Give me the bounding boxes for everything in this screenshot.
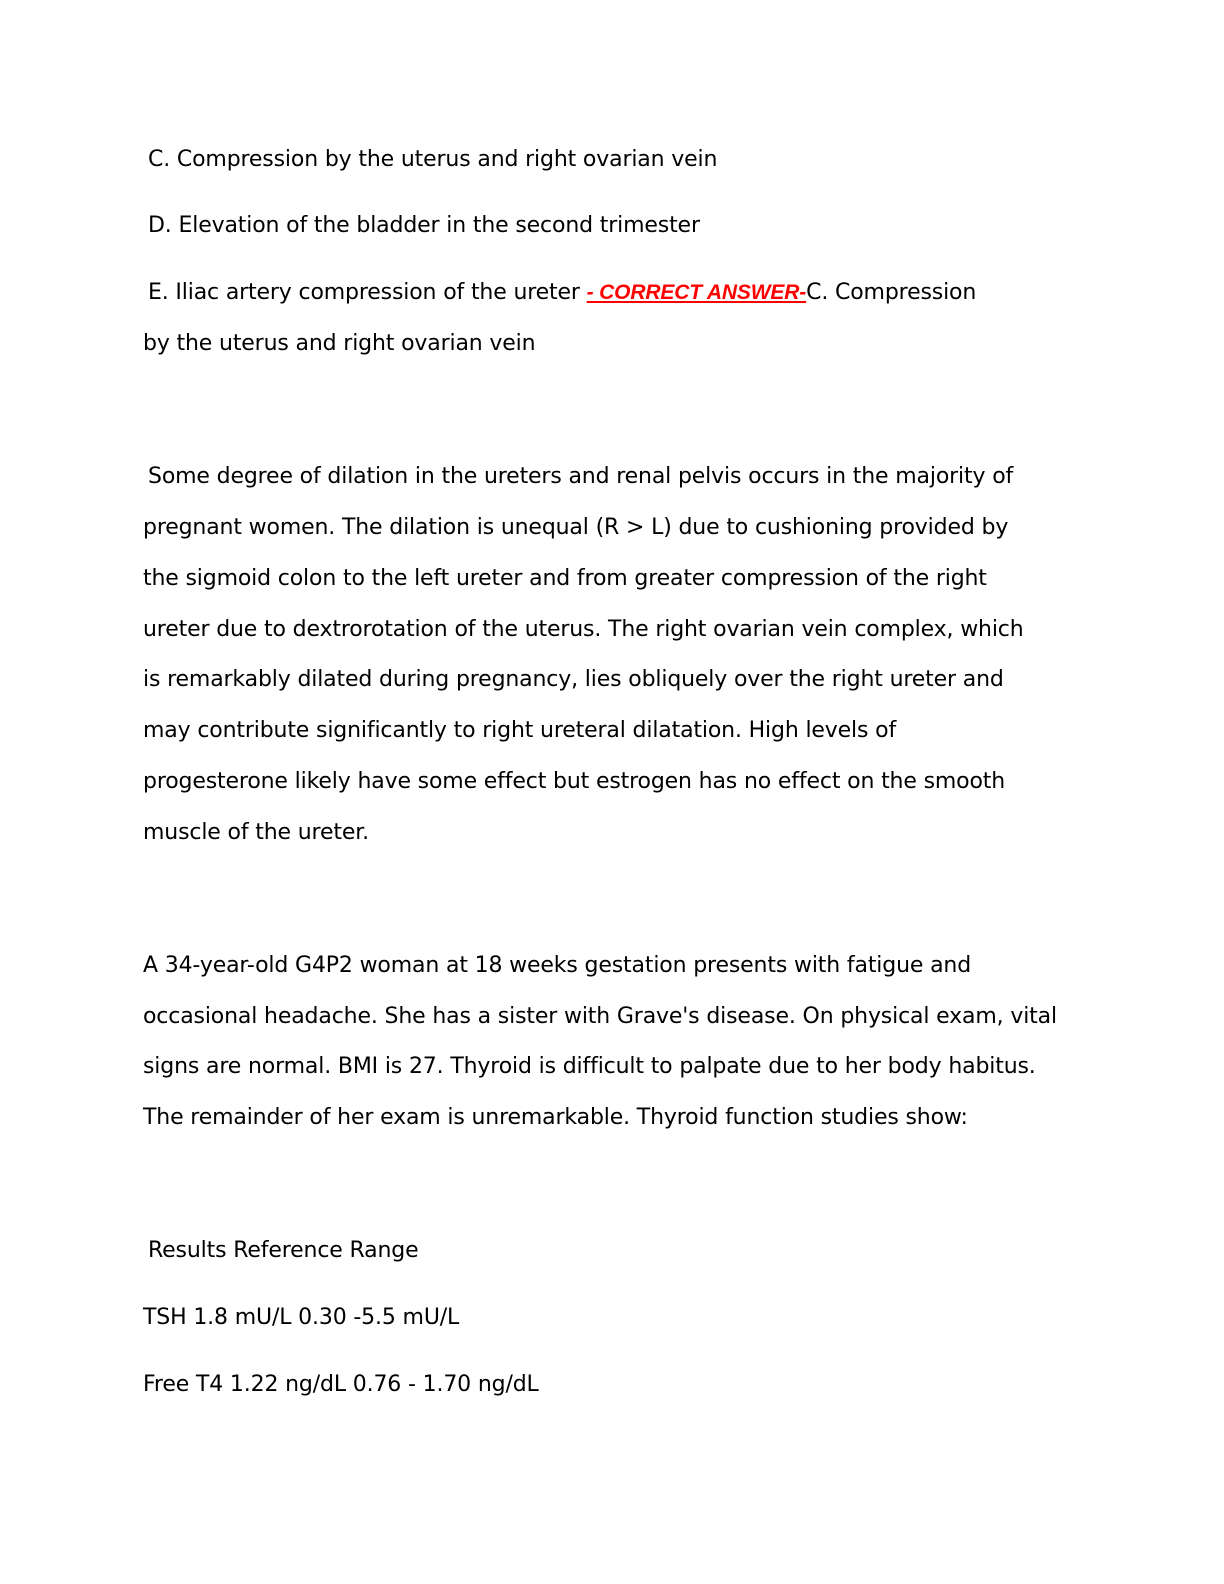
- explanation-line: is remarkably dilated during pregnancy, lies obliquely over the right ureter and: [143, 667, 1004, 692]
- answer-text: C. Compression: [806, 280, 977, 305]
- option-e: E. Iliac artery compression of the ureter: [148, 280, 580, 305]
- results-header: Results Reference Range: [148, 1238, 419, 1263]
- explanation-line: pregnant women. The dilation is unequal (R > L) due to cushioning provided by: [143, 515, 1009, 540]
- case-line: The remainder of her exam is unremarkable. Thyroid function studies show:: [143, 1105, 968, 1130]
- explanation-line: progesterone likely have some effect but estrogen has no effect on the smooth: [143, 769, 1006, 794]
- case-line: A 34-year-old G4P2 woman at 18 weeks gestation presents with fatigue and: [143, 953, 972, 978]
- explanation-line: Some degree of dilation in the ureters and renal pelvis occurs in the majority of: [148, 464, 1014, 489]
- explanation-line: ureter due to dextrorotation of the uterus. The right ovarian vein complex, which: [143, 617, 1024, 642]
- explanation-line: muscle of the ureter.: [143, 820, 369, 845]
- answer-continuation: by the uterus and right ovarian vein: [143, 331, 536, 356]
- results-row-tsh: TSH 1.8 mU/L 0.30 -5.5 mU/L: [143, 1305, 460, 1330]
- option-e-line: [148, 279, 976, 307]
- results-row-free-t4: Free T4 1.22 ng/dL 0.76 - 1.70 ng/dL: [143, 1372, 539, 1397]
- correct-answer-marker: - CORRECT ANSWER-: [586, 281, 807, 304]
- option-d: D. Elevation of the bladder in the second trimester: [148, 213, 700, 238]
- case-line: signs are normal. BMI is 27. Thyroid is difficult to palpate due to her body habitus.: [143, 1054, 1036, 1079]
- option-c: C. Compression by the uterus and right ovarian vein: [148, 147, 718, 172]
- case-line: occasional headache. She has a sister with Grave's disease. On physical exam, vital: [143, 1004, 1057, 1029]
- explanation-line: may contribute significantly to right ureteral dilatation. High levels of: [143, 718, 897, 743]
- explanation-line: the sigmoid colon to the left ureter and from greater compression of the right: [143, 566, 987, 591]
